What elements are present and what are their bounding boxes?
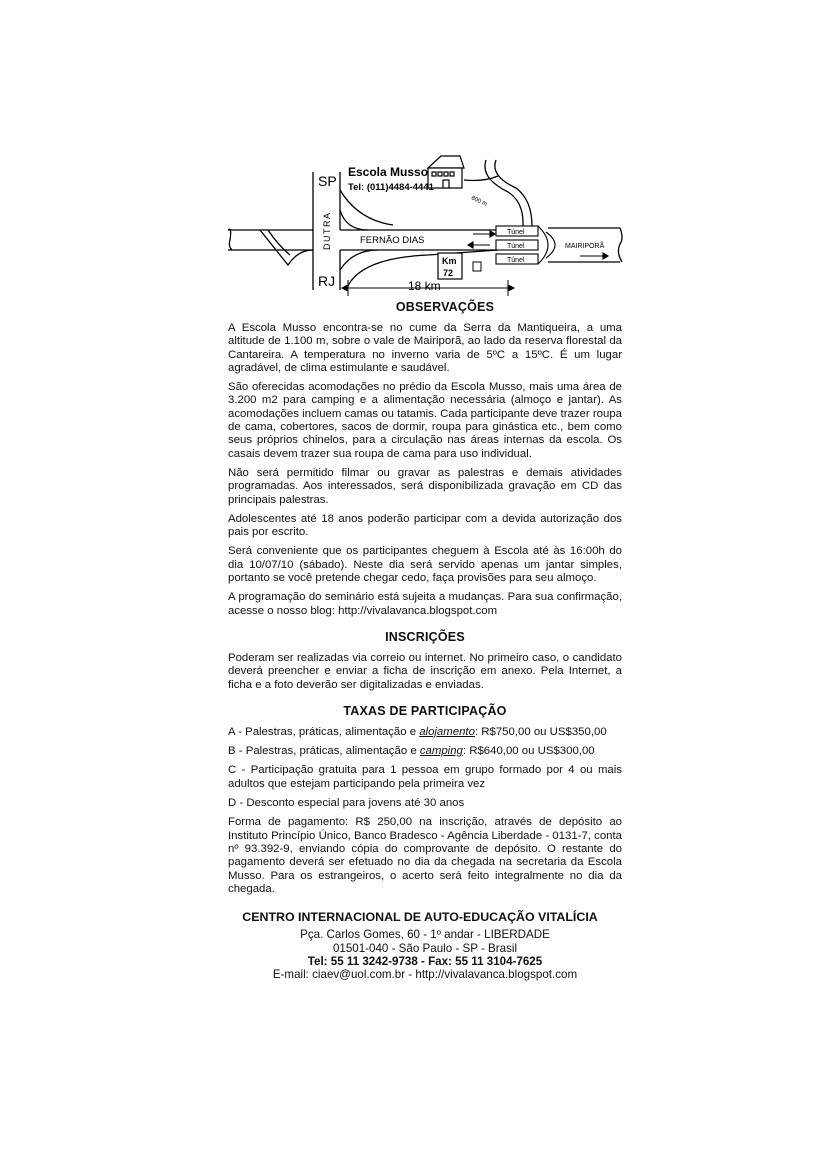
rj-label: RJ — [318, 273, 336, 289]
obs-paragraph-4: Adolescentes até 18 anos poderão participar com a devida autorização dos pais por escrito. — [228, 512, 622, 539]
obs-paragraph-5: Será conveniente que os participantes cheguem à Escola até às 16:00h do dia 10/07/10 (sábado). Neste dia será servido apenas um jantar simples, portanto se você pretende chegar cedo, faça provisões para seu almoço. — [228, 545, 622, 585]
tunnel-label-3: Túnel — [507, 257, 525, 264]
obs-paragraph-2: São oferecidas acomodações no prédio da Escola Musso, mais uma área de 3.200 m2 para camping e a alimentação necessária (almoço e jantar). As acomodações incluem camas ou tatamis. Cada participante deve trazer roupa de cama, cobertores, sacos de dormir, roupa para ginástica etc., bem como seus próprios chinelos, para a circulação nas áreas internas da escola. Os casais devem trazer sua roupa de cama para uso individual. — [228, 381, 622, 460]
school-access-road — [464, 160, 532, 226]
tunnel-label-2: Túnel — [507, 243, 525, 250]
location-map — [228, 150, 628, 296]
fernao-dias-label: FERNÃO DIAS — [360, 235, 425, 246]
distance-18km: 18 km — [408, 279, 441, 293]
obs-paragraph-1: A Escola Musso encontra-se no cume da Serra da Mantiqueira, a uma altitude de 1.100 m, sobre o vale de Mairiporã, ao lado da reserva florestal da Cantareira. A temperatura no inverno varia de 5ºC a 15ºC. É um lugar agradável, de clima estimulante e saudável. — [228, 322, 622, 374]
km-label: Km — [442, 256, 457, 266]
school-phone: Tel: (011)4484-4441 — [348, 182, 434, 193]
taxas-heading: TAXAS DE PARTICIPAÇÃO — [343, 703, 507, 718]
school-name: Escola Musso — [348, 165, 429, 179]
inscricoes-paragraph: Poderam ser realizadas via correio ou internet. No primeiro caso, o candidato deverá preencher e enviar a ficha de inscrição em anexo. Pela Internet, a ficha e a foto deverão ser digitalizadas e enviadas. — [228, 651, 622, 691]
org-name: CENTRO INTERNACIONAL DE AUTO-EDUCAÇÃO VITALÍCIA — [242, 910, 598, 925]
taxa-c: C - Participação gratuita para 1 pessoa em grupo formado por 4 ou mais adultos que estejam participando pela primeira vez — [228, 764, 622, 790]
taxa-d: D - Desconto especial para jovens até 30 anos — [228, 797, 465, 810]
taxa-a: A - Palestras, práticas, alimentação e alojamento: R$750,00 ou US$350,00 — [228, 725, 607, 738]
tunnel-label-1: Túnel — [507, 229, 525, 236]
phone-fax: Tel: 55 11 3242-9738 - Fax: 55 11 3104-7625 — [307, 954, 543, 968]
obs-paragraph-6: A programação do seminário está sujeita a mudanças. Para sua confirmação, acesse o nosso blog: http://vivalavanca.blogspot.com — [228, 591, 622, 617]
obs-paragraph-3: Não será permitido filmar ou gravar as palestras e demais atividades programadas. Aos interessados, será disponibilizada gravação em CD das principais palestras. — [228, 466, 622, 506]
tunnels — [496, 226, 555, 264]
sp-label: SP — [318, 173, 337, 189]
address-line-2: 01501-040 - São Paulo - SP - Brasil — [332, 941, 518, 955]
forma-pagamento: Forma de pagamento: R$ 250,00 na inscrição, através de depósito ao Instituto Princípio Único, Banco Bradesco - Agência Liberdade - 0131-7, conta nº 93.392-9, enviando cópia do comprovante de depósito. O restante do pagamento deverá ser efetuado no dia da chegada na secretaria da Escola Musso. Para os estrangeiros, o acerto será feito integralmente no dia da chegada. — [228, 816, 622, 895]
taxa-b: B - Palestras, práticas, alimentação e camping: R$640,00 ou US$300,00 — [228, 745, 595, 758]
email-website: E-mail: ciaev@uol.com.br - http://vivalavanca.blogspot.com — [272, 968, 578, 982]
distance-800m: 800 m — [470, 195, 488, 208]
address-line-1: Pça. Carlos Gomes, 60 - 1º andar - LIBERDADE — [300, 928, 550, 942]
km-value: 72 — [443, 268, 454, 278]
left-road — [228, 229, 313, 265]
main-content — [228, 296, 622, 982]
inscricoes-heading: INSCRIÇÕES — [385, 629, 465, 644]
observacoes-heading: OBSERVAÇÕES — [395, 300, 495, 314]
dutra-label: DUTRA — [322, 211, 332, 250]
mairipora-label: MAIRIPORÃ — [565, 243, 605, 250]
